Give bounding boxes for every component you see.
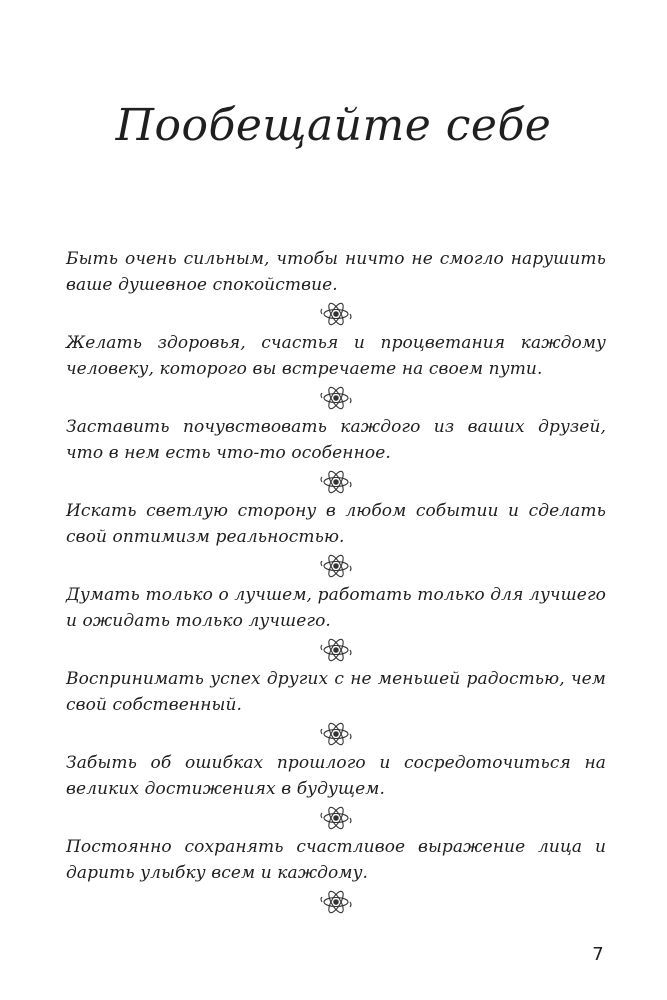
list-item <box>66 834 606 914</box>
list-item <box>66 750 606 830</box>
list-item <box>66 414 606 494</box>
list-item <box>66 582 606 662</box>
page-number: 7 <box>592 944 604 965</box>
list-item-text: Постоянно сохранять счастливое выражение лица и дарить улыбку всем и каждому. <box>66 837 606 883</box>
list-item <box>66 498 606 578</box>
floral-knot-ornament-icon <box>319 386 353 410</box>
floral-knot-ornament-icon <box>319 722 353 746</box>
list-item-text: Забыть об ошибках прошлого и сосредоточиться на великих достижениях в будущем. <box>66 753 606 799</box>
floral-knot-ornament-icon <box>319 638 353 662</box>
floral-knot-ornament-icon <box>319 554 353 578</box>
list-item <box>66 330 606 410</box>
list-item-text: Желать здоровья, счастья и процветания каждому человеку, которого вы встречаете на своем пути. <box>66 333 606 379</box>
list-item-text: Быть очень сильным, чтобы ничто не смогло нарушить ваше душевное спокойствие. <box>66 249 606 295</box>
floral-knot-ornament-icon <box>319 890 353 914</box>
list-item <box>66 666 606 746</box>
list-item-text: Искать светлую сторону в любом событии и сделать свой оптимизм реальностью. <box>66 501 606 547</box>
promise-list <box>66 246 606 918</box>
floral-knot-ornament-icon <box>319 302 353 326</box>
page-title: Пообещайте себе <box>115 100 552 151</box>
list-item-text: Думать только о лучшем, работать только для лучшего и ожидать только лучшего. <box>66 585 606 631</box>
list-item <box>66 246 606 326</box>
list-item-text: Воспринимать успех других с не меньшей радостью, чем свой собственный. <box>66 669 606 715</box>
floral-knot-ornament-icon <box>319 470 353 494</box>
list-item-text: Заставить почувствовать каждого из ваших друзей, что в нем есть что-то особенное. <box>66 417 606 463</box>
floral-knot-ornament-icon <box>319 806 353 830</box>
